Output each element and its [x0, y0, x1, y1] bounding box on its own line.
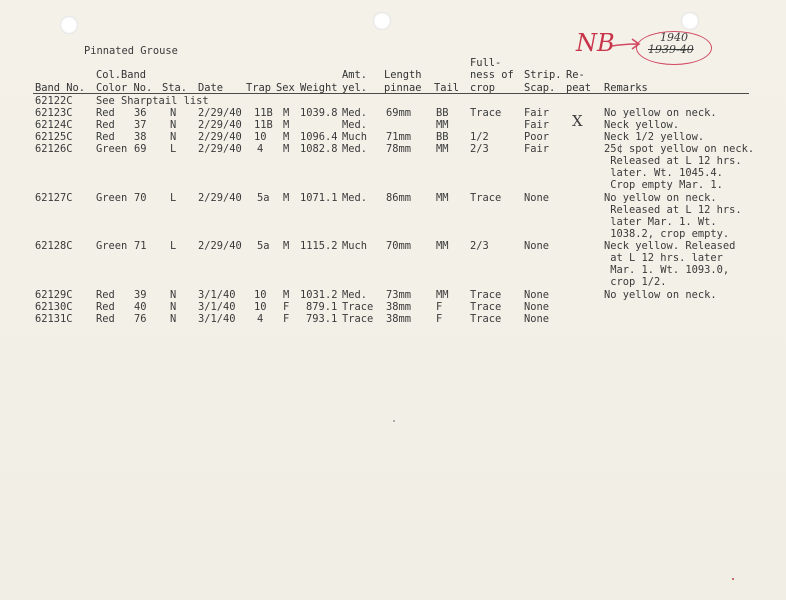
cell-remarks: at L 12 hrs. later: [604, 252, 723, 264]
cell-trap: 4: [257, 143, 264, 155]
header-tail: Tail: [434, 82, 460, 94]
cell-no: 38: [134, 131, 147, 143]
cell-remarks: Released at L 12 hrs.: [604, 204, 742, 216]
cell-color: Green: [96, 143, 128, 155]
cell-trap: 5a: [257, 192, 270, 204]
cell-band: 62125C: [35, 131, 73, 143]
sheet-title: Pinnated Grouse: [84, 45, 178, 57]
cell-color: Red: [96, 301, 115, 313]
header-amt-2: yel.: [342, 82, 368, 94]
cell-weight: 793.1: [306, 313, 338, 325]
header-remarks: Remarks: [604, 82, 648, 94]
cell-remarks: later Mar. 1. Wt.: [604, 216, 717, 228]
year-new: 1940: [660, 31, 688, 44]
cell-sta: L: [170, 143, 177, 155]
cell-crop: Trace: [470, 289, 502, 301]
cell-sex: M: [283, 143, 290, 155]
cell-remarks: No yellow on neck.: [604, 192, 717, 204]
cell-strip: None: [524, 192, 550, 204]
cell-remarks: 25¢ spot yellow on neck.: [604, 143, 755, 155]
header-repeat-2: peat: [566, 82, 592, 94]
cell-remarks: Neck 1/2 yellow.: [604, 131, 705, 143]
cell-length: 78mm: [386, 143, 412, 155]
cell-no: 76: [134, 313, 147, 325]
cell-amt: Med.: [342, 289, 368, 301]
cell-remarks: Neck yellow.: [604, 119, 680, 131]
cell-trap: 11B: [254, 107, 273, 119]
header-fullness-1: Full-: [470, 57, 502, 69]
cell-band: 62130C: [35, 301, 73, 313]
cell-tail: BB: [436, 131, 449, 143]
cell-length: 70mm: [386, 240, 412, 252]
cell-amt: Med.: [342, 192, 368, 204]
cell-sex: F: [283, 301, 290, 313]
header-sta: Sta.: [162, 82, 188, 94]
cell-amt: Med.: [342, 143, 368, 155]
paper-speck: [393, 420, 395, 422]
cell-tail: MM: [436, 240, 449, 252]
cell-sex: M: [283, 240, 290, 252]
cell-weight: 1096.4: [300, 131, 338, 143]
cell-remarks: Released at L 12 hrs.: [604, 155, 742, 167]
cell-weight: 1082.8: [300, 143, 338, 155]
cell-weight: 1039.8: [300, 107, 338, 119]
cell-color: Green: [96, 240, 128, 252]
cell-sex: M: [283, 289, 290, 301]
cell-band: 62131C: [35, 313, 73, 325]
cell-tail: MM: [436, 119, 449, 131]
cell-crop: Trace: [470, 192, 502, 204]
cell-strip: None: [524, 301, 550, 313]
cell-amt: Trace: [342, 301, 374, 313]
cell-remarks: Mar. 1. Wt. 1093.0,: [604, 264, 730, 276]
cell-amt: Med.: [342, 107, 368, 119]
cell-date: 2/29/40: [198, 143, 242, 155]
header-colband-2: Color No.: [96, 82, 153, 94]
initials-annotation: NB: [576, 29, 615, 57]
cell-no: 40: [134, 301, 147, 313]
cell-no: 36: [134, 107, 147, 119]
cell-strip: Fair: [524, 107, 550, 119]
cell-strip: None: [524, 289, 550, 301]
cell-remarks: crop 1/2.: [604, 276, 667, 288]
cell-band: 62127C: [35, 192, 73, 204]
cell-repeat: X: [572, 112, 583, 130]
paper-speck: [732, 578, 734, 580]
cell-amt: Med.: [342, 119, 368, 131]
cell-remarks: Crop empty Mar. 1.: [604, 179, 723, 191]
cell-no: 70: [134, 192, 147, 204]
cell-tail: MM: [436, 289, 449, 301]
cell-sex: F: [283, 313, 290, 325]
cell-color: Red: [96, 107, 115, 119]
header-strip-2: Scap.: [524, 82, 556, 94]
cell-crop: 1/2: [470, 131, 489, 143]
header-rule: [33, 93, 749, 94]
header-weight: Weight: [300, 82, 338, 94]
cell-trap: 5a: [257, 240, 270, 252]
cell-remarks: 1038.2, crop empty.: [604, 228, 730, 240]
cell-trap: 10: [254, 289, 267, 301]
cell-strip: Fair: [524, 119, 550, 131]
cell-band: 62126C: [35, 143, 73, 155]
cell-strip: None: [524, 240, 550, 252]
cell-weight: 1115.2: [300, 240, 338, 252]
cell-trap: 10: [254, 301, 267, 313]
cell-band: 62128C: [35, 240, 73, 252]
cell-length: 69mm: [386, 107, 412, 119]
cell-crop: 2/3: [470, 143, 489, 155]
punch-hole: [373, 12, 391, 30]
cell-remarks: later. Wt. 1045.4.: [604, 167, 723, 179]
cell-trap: 4: [257, 313, 264, 325]
cell-crop: Trace: [470, 313, 502, 325]
cell-remarks: Neck yellow. Released: [604, 240, 736, 252]
cell-color: Red: [96, 119, 115, 131]
header-colband-1: Col.Band: [96, 69, 147, 81]
cell-length: 73mm: [386, 289, 412, 301]
cell-no: 69: [134, 143, 147, 155]
cell-weight: 1071.1: [300, 192, 338, 204]
header-sex: Sex: [276, 82, 295, 94]
cell-sta: N: [170, 313, 177, 325]
cell-length: 38mm: [386, 301, 412, 313]
cell-band: 62122C: [35, 95, 73, 107]
cell-date: 3/1/40: [198, 289, 236, 301]
cell-sta: N: [170, 131, 177, 143]
cell-crop: 2/3: [470, 240, 489, 252]
cell-band: 62129C: [35, 289, 73, 301]
cell-remarks: No yellow on neck.: [604, 289, 717, 301]
cell-color: Green: [96, 192, 128, 204]
cell-weight: 1031.2: [300, 289, 338, 301]
cell-date: 2/29/40: [198, 192, 242, 204]
header-length-1: Length: [384, 69, 422, 81]
header-fullness-3: crop: [470, 82, 496, 94]
cell-no: 39: [134, 289, 147, 301]
header-amt-1: Amt.: [342, 69, 368, 81]
cell-color: Red: [96, 131, 115, 143]
cell-trap: 10: [254, 131, 267, 143]
cell-band: 62123C: [35, 107, 73, 119]
cell-sex: M: [283, 192, 290, 204]
header-length-2: pinnae: [384, 82, 422, 94]
cell-tail: F: [436, 301, 443, 313]
year-old: 1939-40: [648, 43, 694, 56]
cell-date: 2/29/40: [198, 107, 242, 119]
cell-sex: M: [283, 119, 290, 131]
cell-weight: 879.1: [306, 301, 338, 313]
cell-no: 71: [134, 240, 147, 252]
cell-amt: Much: [342, 131, 368, 143]
cell-color: Red: [96, 289, 115, 301]
cell-sta: N: [170, 289, 177, 301]
cell-remarks: No yellow on neck.: [604, 107, 717, 119]
header-trap: Trap: [246, 82, 272, 94]
cell-crop: Trace: [470, 301, 502, 313]
cell-date: 2/29/40: [198, 119, 242, 131]
header-date: Date: [198, 82, 224, 94]
cell-band: 62124C: [35, 119, 73, 131]
cell-sta: L: [170, 240, 177, 252]
cell-trap: 11B: [254, 119, 273, 131]
cell-note: See Sharptail list: [96, 95, 209, 107]
cell-sta: N: [170, 301, 177, 313]
cell-crop: Trace: [470, 107, 502, 119]
cell-date: 2/29/40: [198, 131, 242, 143]
cell-sta: N: [170, 119, 177, 131]
cell-tail: F: [436, 313, 443, 325]
cell-length: 38mm: [386, 313, 412, 325]
cell-length: 86mm: [386, 192, 412, 204]
cell-sta: N: [170, 107, 177, 119]
cell-sta: L: [170, 192, 177, 204]
cell-sex: M: [283, 107, 290, 119]
cell-date: 3/1/40: [198, 301, 236, 313]
cell-strip: Fair: [524, 143, 550, 155]
cell-tail: MM: [436, 192, 449, 204]
cell-tail: BB: [436, 107, 449, 119]
cell-date: 2/29/40: [198, 240, 242, 252]
cell-strip: None: [524, 313, 550, 325]
header-fullness-2: ness of: [470, 69, 514, 81]
cell-amt: Much: [342, 240, 368, 252]
cell-amt: Trace: [342, 313, 374, 325]
cell-length: 71mm: [386, 131, 412, 143]
cell-sex: M: [283, 131, 290, 143]
cell-date: 3/1/40: [198, 313, 236, 325]
cell-color: Red: [96, 313, 115, 325]
cell-no: 37: [134, 119, 147, 131]
cell-strip: Poor: [524, 131, 550, 143]
header-repeat-1: Re-: [566, 69, 585, 81]
header-strip-1: Strip.: [524, 69, 562, 81]
header-band-no: Band No.: [35, 82, 86, 94]
punch-hole: [60, 16, 78, 34]
cell-tail: MM: [436, 143, 449, 155]
punch-hole: [681, 12, 699, 30]
